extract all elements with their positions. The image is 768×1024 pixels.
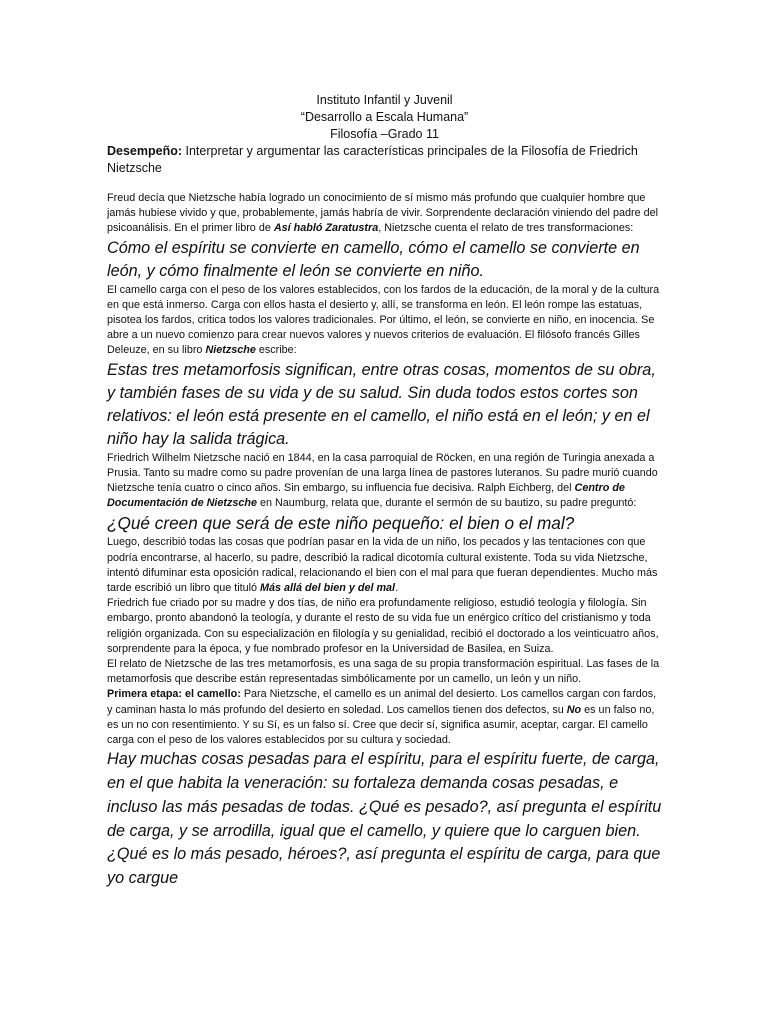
performance-label: Desempeño: bbox=[107, 144, 183, 158]
paragraph-freud bbox=[107, 191, 662, 237]
document-header bbox=[107, 92, 662, 143]
first-stage-label: Primera etapa: el camello: bbox=[107, 688, 241, 701]
paragraph-text: escribe: bbox=[255, 344, 297, 357]
course-subject: Filosofía –Grado 11 bbox=[330, 127, 439, 141]
paragraph-text: . bbox=[395, 582, 399, 595]
emphasis-no: No bbox=[566, 703, 582, 716]
paragraph-text: Luego, describió todas las cosas que podrían pasar en la vida de un niño, los pecados y las tentaciones con que podría encontrarse, al hacerlo, su padre, describió la radical dicotomía cultural existente. Toda su vida Nietzsche, intentó difuminar esta oposición radical, relacionando el bien con el mal para que fueran dependientes. Mucho más tarde escribió un libro que tituló bbox=[107, 536, 658, 595]
paragraph-text: Friedrich Wilhelm Nietzsche nació en 1844, en la casa parroquial de Röcken, en una región de Turingia anexada a Prusia. Tanto su madre como su padre provenían de una larga línea de pastores luteranos. Su padre murió cuando Nietzsche tenía cuatro o cinco años. Sin embargo, su influencia fue decisiva. Ralph Eichberg, del bbox=[107, 451, 658, 495]
paragraph-dichotomy bbox=[107, 535, 662, 596]
performance-objective bbox=[107, 143, 662, 177]
center-name: Centro de Documentación de Nietzsche bbox=[107, 482, 625, 510]
institution-name: Instituto Infantil y Juvenil bbox=[316, 93, 453, 107]
institution-motto: “Desarrollo a Escala Humana” bbox=[300, 110, 469, 124]
paragraph-text: es un falso no, es un no con resentimiento. Y su Sí, es un falso sí. Cree que decir sí, significa asumir, aceptar, cargar. El camello carga con el peso de los valores establecidos por su cultura y sociedad. bbox=[107, 703, 655, 747]
quote-three-transformations: Cómo el espíritu se convierte en camello, cómo el camello se convierte en león, y cómo finalmente el león se convierte en niño. bbox=[107, 238, 640, 280]
paragraph-text: Para Nietzsche, el camello es un animal del desierto. Los camellos cargan con fardos, y caminan hasta lo más profundo del desierto en soledad. Los camellos tienen dos defectos, su bbox=[107, 688, 657, 716]
book-title-zaratustra: Así habló Zaratustra bbox=[273, 222, 379, 235]
paragraph-camel-lion-child bbox=[107, 283, 662, 359]
performance-text: Interpretar y argumentar las características principales de la Filosofía de Friedrich Nietzsche bbox=[107, 144, 638, 175]
book-title-beyond-good-evil: Más allá del bien y del mal bbox=[260, 582, 396, 595]
paragraph-text: El camello carga con el peso de los valores establecidos, con los fardos de la educación, de la moral y de la cultura en que está inmerso. Carga con ellos hasta el desierto y, allí, se transforma en león. El león rompe las estatuas, pisotea los fardos, critica todos los valores tradicionales. Por último, el león, se convierte en niño, en inocencia. Se abre a un nuevo comienzo para crear nuevos valores y nuevos criterios de evaluación. El filósofo francés Gilles Deleuze, en su libro bbox=[107, 283, 660, 357]
paragraph-biography bbox=[107, 451, 662, 512]
paragraph-text: en Naumburg, relata que, durante el sermón de su bautizo, su padre preguntó: bbox=[257, 497, 637, 510]
quote-good-or-evil: ¿Qué creen que será de este niño pequeño: el bien o el mal? bbox=[107, 513, 575, 534]
paragraph-text: , Nietzsche cuenta el relato de tres transformaciones: bbox=[378, 222, 634, 235]
book-title-nietzsche: Nietzsche bbox=[205, 344, 256, 357]
paragraph-text: Freud decía que Nietzsche había logrado un conocimiento de sí mismo más profundo que cualquier hombre que jamás hubiese vivido y que, probablemente, jamás habría de vivir. Sorprendente declaración viniendo del padre del psicoanálisis. En el primer libro de bbox=[107, 192, 658, 235]
paragraph-metamorphosis: El relato de Nietzsche de las tres metamorfosis, es una saga de su propia transformación espiritual. Las fases de la metamorfosis que describe están representadas simbólicamente por un camello, un león y un niño. bbox=[107, 658, 660, 686]
document-content bbox=[107, 92, 662, 891]
quote-deleuze: Estas tres metamorfosis significan, entre otras cosas, momentos de su obra, y también fases de su vida y de su salud. Sin duda todos estos cortes son relativos: el león está presente en el camello, el niño está en el león; y en el niño hay la salida trágica. bbox=[107, 360, 656, 448]
quote-heavy-things: Hay muchas cosas pesadas para el espíritu, para el espíritu fuerte, de carga, en el que habita la veneración: su fortaleza demanda cosas pesadas, e incluso las más pesadas de todas. ¿Qué es pesado?, así pregunta el espíritu de carga, y se arrodilla, igual que el camello, y quiere que lo carguen bien. ¿Qué es lo más pesado, héroes?, así pregunta el espíritu de carga, para que yo cargue bbox=[107, 750, 662, 888]
paragraph-upbringing: Friedrich fue criado por su madre y dos tías, de niño era profundamente religioso, estudió teología y filología. Sin embargo, pronto abandonó la teología, y durante el resto de su vida fue un enérgico crítico del cristianismo y toda religión organizada. Con su especialización en filología y su genialidad, recibió el doctorado a los veinticuatro años, sorprendente para la época, y fue nombrado profesor en la Universidad de Basilea, en Suiza. bbox=[107, 597, 659, 655]
paragraph-first-stage bbox=[107, 687, 662, 748]
